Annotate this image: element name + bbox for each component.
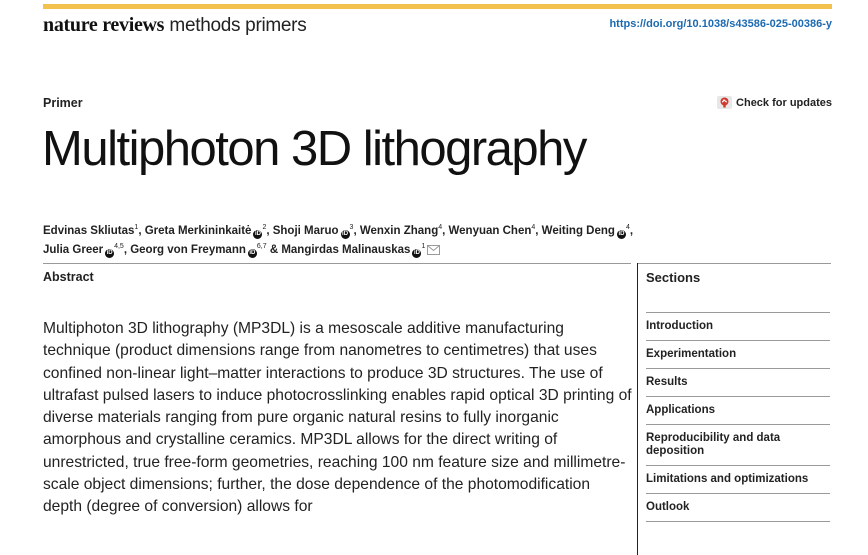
author-name-text: Julia Greer — [43, 244, 104, 256]
section-link-results[interactable]: Results — [646, 368, 830, 396]
author-name[interactable] — [273, 225, 354, 237]
orcid-icon[interactable]: iD — [413, 250, 420, 256]
author-list: Edvinas Skliutas$^1$, Greta Merkininkaitė $iD^2$, Shoji Maruo $iD^3$, Wenxin Zhang$^4$, Wenyuan Chen$^4$, Weiting Deng $iD^4$, Julia Greer iD$^{4,5}$, Georg von Freymann iD$^{6,7}$ & Mangirdas Malinauskas $iD^1$ — [43, 224, 634, 256]
abstract-heading: Abstract — [43, 270, 94, 284]
section-link-applications[interactable]: Applications — [646, 396, 830, 424]
journal-name[interactable] — [43, 14, 306, 37]
author-name-text: Greta Merkininkaitė — [144, 225, 252, 237]
mail-icon[interactable] — [427, 245, 440, 255]
orcid-icon[interactable]: iD — [249, 250, 256, 256]
journal-name-bold: nature reviews — [43, 14, 165, 36]
journal-name-light: methods primers — [169, 15, 307, 36]
author-name[interactable] — [43, 244, 124, 256]
author-name-text: Georg von Freymann — [130, 244, 246, 256]
section-link-reproducibility[interactable]: Reproducibility and data deposition — [646, 424, 830, 465]
author-name-text: Weiting Deng — [541, 225, 615, 237]
check-for-updates-label: Check for updates — [736, 96, 832, 109]
abstract-text: Multiphoton 3D lithography (MP3DL) is a mesoscale additive manufacturing technique (product dimensions range from nanometres to centimetres) that uses confined non-linear light–matter interactions to produce 3D structures. The use of ultrafast pulsed lasers to induce photocrosslinking enables rapid optical 3D printing of diverse materials ranging from pure organic natural resins to fully inorganic amorphous and crystalline ceramics. MP3DL allows for the direct writing of unrestricted, true free-form geometries, reaching 100 nm feature size and millimetre-scale object dimensions; further, the dose dependence of the photomodification depth (degree of conversion) allows for — [43, 320, 632, 516]
sections-sidebar-border — [637, 263, 638, 555]
author-name[interactable] — [449, 225, 536, 237]
author-name[interactable] — [360, 225, 442, 237]
author-name[interactable] — [43, 225, 138, 237]
author-name[interactable] — [542, 225, 630, 237]
author-name-text: Mangirdas Malinauskas — [281, 244, 411, 256]
doi-link[interactable]: https://doi.org/10.1038/s43586-025-00386-y — [609, 18, 832, 30]
author-affiliation: 4 — [531, 224, 536, 232]
check-for-updates-button[interactable] — [717, 96, 832, 109]
sections-nav — [646, 312, 830, 522]
author-affiliation: 1 — [421, 243, 426, 251]
author-affiliation: 6,7 — [256, 243, 267, 251]
sections-divider — [637, 263, 831, 264]
abstract-divider — [43, 263, 631, 264]
section-link-introduction[interactable]: Introduction — [646, 312, 830, 340]
orcid-icon[interactable]: iD — [106, 250, 113, 256]
sections-heading: Sections — [646, 270, 701, 285]
author-affiliation: 4 — [438, 224, 443, 232]
author-affiliation: 2 — [262, 224, 267, 232]
author-name[interactable] — [281, 244, 440, 256]
section-link-outlook[interactable]: Outlook — [646, 493, 830, 522]
article-type-label: Primer — [43, 96, 83, 110]
author-affiliation: 3 — [349, 224, 354, 232]
author-name[interactable] — [130, 244, 266, 256]
author-name[interactable] — [145, 225, 267, 237]
author-affiliation: 4 — [625, 224, 630, 232]
article-title: Multiphoton 3D lithography — [42, 122, 586, 176]
check-for-updates-icon — [717, 96, 732, 109]
author-name-text: Wenxin Zhang — [359, 225, 439, 237]
journal-accent-bar — [43, 4, 832, 9]
author-affiliation: 4,5 — [114, 243, 124, 251]
orcid-icon[interactable]: iD — [342, 231, 349, 237]
section-link-limitations[interactable]: Limitations and optimizations — [646, 465, 830, 493]
author-affiliation: 1 — [134, 224, 139, 232]
section-link-experimentation[interactable]: Experimentation — [646, 340, 830, 368]
orcid-icon[interactable]: iD — [618, 231, 625, 237]
author-name-text: Wenyuan Chen — [448, 225, 532, 237]
author-name-text: Edvinas Skliutas — [43, 225, 135, 237]
orcid-icon[interactable]: iD — [254, 231, 261, 237]
author-name-text: Shoji Maruo — [272, 225, 339, 237]
